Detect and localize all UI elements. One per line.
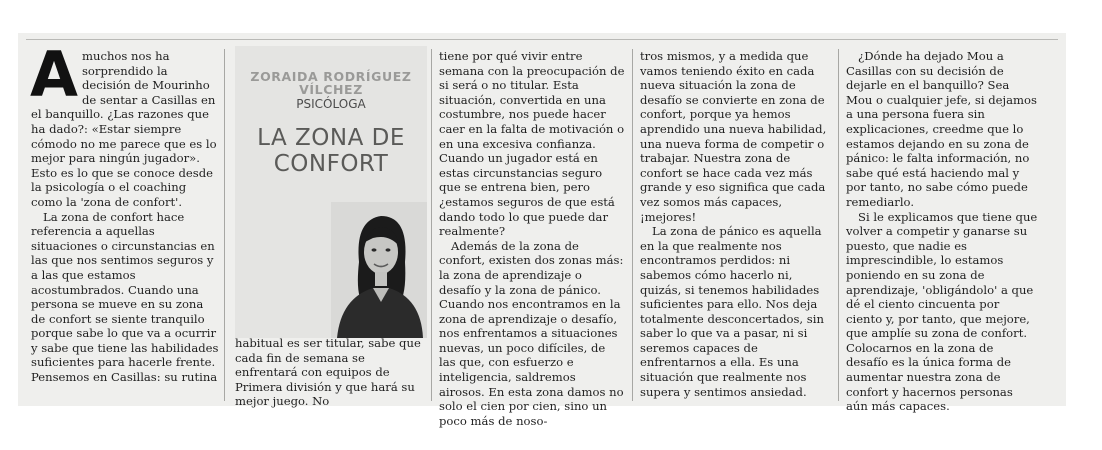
- article-column-1: [30, 38, 219, 385]
- article-column-3: [439, 49, 625, 428]
- column-divider: [838, 49, 839, 401]
- author-role: PSICÓLOGA: [296, 97, 366, 111]
- paragraph: tros mismos, y a medida que vamos teniendo éxito en cada nueva situación la zona de desafío se convierte en zona de confort, porque ya hemos aprendido una nueva habilidad, una nueva forma de competir o trabajar. Nuestra zona de confort se hace cada vez más grande y eso significa que cada vez somos más capaces, ¡mejores!: [640, 49, 827, 224]
- column-divider: [224, 49, 225, 401]
- column-title: LA ZONA DE CONFORT: [257, 125, 405, 177]
- column-divider: [431, 49, 432, 401]
- paragraph-text: muchos nos ha sorprendido la decisión de Mourinho de sentar a Casillas en el banquillo. ¿Las razones que ha dado?: «Estar siempre cómodo no me parece que es lo mejor para ningún jugador». Esto es lo que se conoce desde la psicología o el coaching como la 'zona de confort'.: [31, 49, 217, 209]
- column-header-box: [235, 46, 427, 338]
- column-divider: [632, 49, 633, 401]
- article-column-5: [846, 49, 1038, 414]
- paragraph: [30, 38, 219, 210]
- drop-cap: A: [30, 38, 78, 111]
- author-name: ZORAIDA RODRÍGUEZ VÍLCHEZ: [250, 69, 412, 97]
- article-column-2: habitual es ser titular, sabe que cada fin de semana se enfrentará con equipos de Primera división y que hará su mejor juego. No: [235, 336, 421, 409]
- article-column-4: [640, 49, 831, 399]
- newspaper-clipping: [18, 33, 1066, 428]
- author-photo: [331, 202, 427, 338]
- paragraph: ¿Dónde ha dejado Mou a Casillas con su decisión de dejarle en el banquillo? Sea Mou o cualquier jefe, si dejamos a una persona fuera sin explicaciones, creedme que lo estamos dejando en su zona de pánico: le falta información, no sabe qué está haciendo mal y por tanto, no sabe cómo puede remediarlo.: [846, 49, 1037, 209]
- top-rule: [26, 39, 1058, 40]
- paragraph: La zona de pánico es aquella en la que realmente nos encontramos perdidos: ni sabemos cómo hacerlo ni, quizás, si tenemos habilidades suficientes para ello. Nos deja totalmente desconcertados, sin saber lo que va a pasar, ni si seremos capaces de enfrentarnos a ella. Es una situación que realmente nos supera y sentimos ansiedad.: [640, 224, 824, 399]
- paragraph: La zona de confort hace referencia a aquellas situaciones o circunstancias en las que nos sentimos seguros y a las que estamos acostumbrados. Cuando una persona se mueve en su zona de confort se siente tranquilo porque sabe lo que va a ocurrir y sabe que tiene las habilidades suficientes para hacerle frente. Pensemos en Casillas: su rutina: [31, 209, 219, 385]
- paragraph: tiene por qué vivir entre semana con la preocupación de si será o no titular. Esta situación, convertida en una costumbre, nos puede hacer caer en la falta de motivación o en una excesiva confianza. Cuando un jugador está en estas circunstancias seguro que se entrena bien, pero ¿estamos seguros de que está dando todo lo que puede dar realmente?: [439, 49, 625, 239]
- paragraph: Si le explicamos que tiene que volver a competir y ganarse su puesto, que nadie es imprescindible, lo estamos poniendo en su zona de aprendizaje, 'obligándolo' a que dé el ciento cincuenta por ciento y, por tanto, que mejore, que amplíe su zona de confort. Colocarnos en la zona de desafío es la única forma de aumentar nuestra zona de confort y hacernos personas aún más capaces.: [846, 209, 1038, 414]
- paragraph: Además de la zona de confort, existen dos zonas más: la zona de aprendizaje o desafío y la zona de pánico. Cuando nos encontramos en la zona de aprendizaje o desafío, nos enfrentamos a situaciones nuevas, un poco difíciles, de las que, con esfuerzo e inteligencia, saldremos airosos. En esta zona damos no solo el cien por cien, sino un poco más de noso-: [439, 238, 624, 428]
